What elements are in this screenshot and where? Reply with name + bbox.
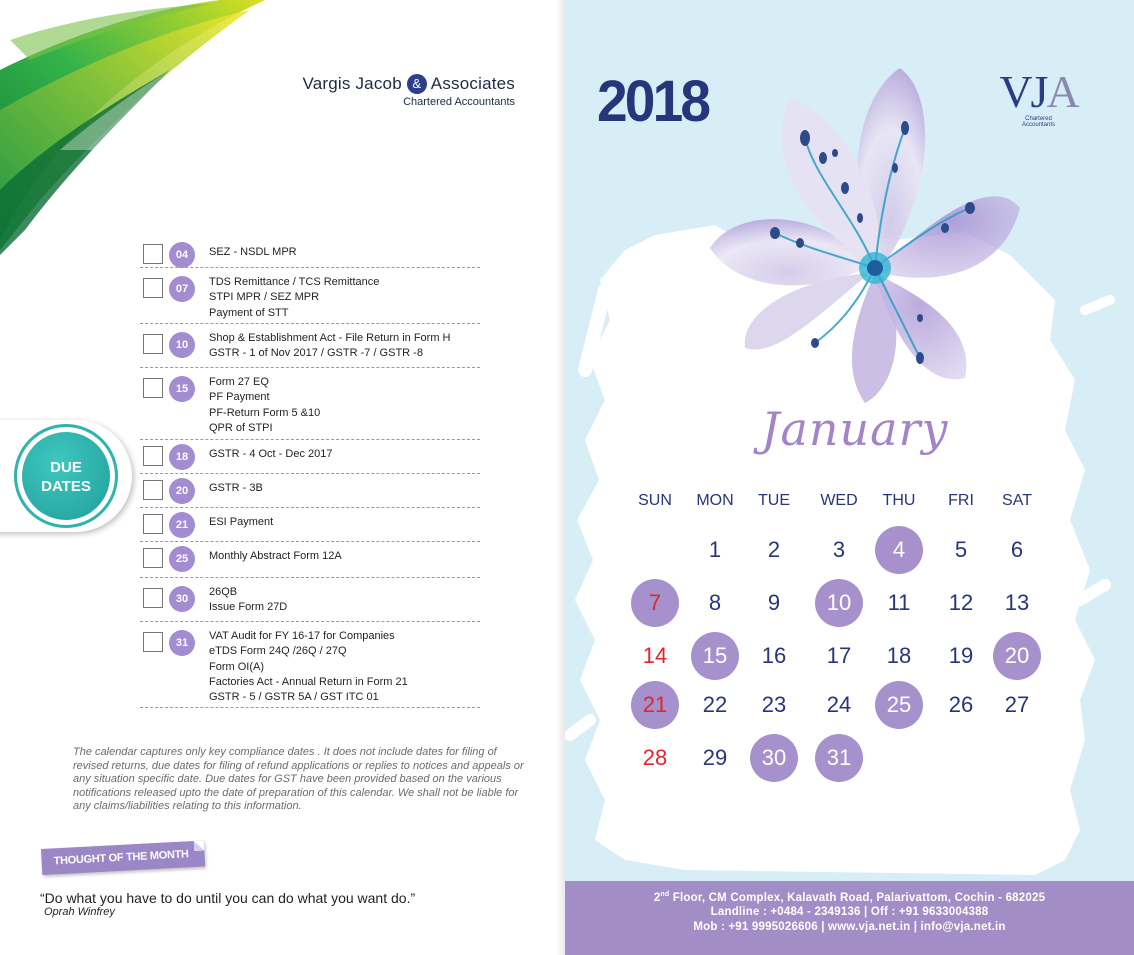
due-date-line: ESI Payment (209, 516, 274, 528)
weekday-header-sun: SUN (638, 492, 672, 509)
due-date-row (140, 368, 480, 440)
calendar-day: 27 (1004, 692, 1030, 717)
due-date-description (209, 242, 297, 260)
page-spine-shadow (555, 0, 565, 955)
weekday-header-sat: SAT (1002, 492, 1032, 509)
due-date-line: Issue Form 27D (209, 601, 288, 614)
calendar-day: 24 (826, 692, 852, 717)
footer-address-rest: Floor, CM Complex, Kalavath Road, Palarivattom, Cochin - 682025 (669, 891, 1046, 904)
calendar-day: 18 (886, 643, 912, 668)
footer-address-floor-num: 2 (653, 891, 661, 904)
left-page (0, 0, 565, 955)
due-date-checkbox[interactable] (143, 446, 163, 466)
due-date-checkbox[interactable] (143, 514, 163, 534)
footer-phones: Landline : +0484 - 2349136 | Off : +91 9633004388 (710, 906, 989, 919)
firm-name-part1: Vargis Jacob (302, 74, 402, 93)
calendar-day: 8 (708, 590, 722, 615)
calendar-day-due: 7 (631, 579, 679, 627)
green-swoosh-graphic (0, 0, 290, 260)
calendar-year: 2018 (597, 69, 709, 134)
due-date-description (209, 582, 287, 616)
calendar-day: 22 (702, 692, 728, 717)
due-date-checkbox[interactable] (143, 588, 163, 608)
vja-logo-letter-a: A (1046, 66, 1078, 117)
due-dates-badge (0, 420, 132, 532)
due-date-line: Factories Act - Annual Return in Form 21 (209, 675, 408, 688)
firm-name (302, 74, 515, 94)
due-date-line: QPR of STPI (209, 421, 273, 434)
due-date-line: TDS Remittance / TCS Remittance (209, 276, 380, 288)
vja-logo-letters: VJ (999, 66, 1047, 117)
due-date-row (140, 578, 480, 622)
calendar-day: 23 (761, 692, 787, 717)
calendar-day-due: 4 (875, 526, 923, 574)
due-date-description (209, 328, 450, 362)
due-date-row (140, 324, 480, 368)
due-date-line: Monthly Abstract Form 12A (209, 550, 342, 562)
calendar-day: 6 (1010, 537, 1024, 562)
due-date-description (209, 444, 332, 462)
due-date-row (140, 268, 480, 324)
due-date-line: SEZ - NSDL MPR (209, 246, 297, 258)
due-date-row (140, 622, 480, 708)
due-date-checkbox[interactable] (143, 378, 163, 398)
badge-line1: DUE (50, 459, 82, 476)
calendar-day: 26 (948, 692, 974, 717)
vja-logo-sub2: Accountants (1021, 122, 1056, 128)
due-date-line: eTDS Form 24Q /26Q / 27Q (209, 645, 347, 658)
firm-subtitle: Chartered Accountants (403, 96, 515, 108)
due-date-description (209, 626, 408, 705)
firm-logo (302, 74, 515, 108)
due-date-line: PF Payment (209, 391, 270, 404)
due-date-line: PF-Return Form 5 &10 (209, 406, 321, 419)
due-date-checkbox[interactable] (143, 480, 163, 500)
footer-address-floor-sup: nd (660, 891, 670, 898)
due-date-day-badge: 21 (169, 512, 195, 538)
ampersand-icon: & (407, 74, 427, 94)
watercolor-lily-illustration (695, 58, 1025, 418)
due-date-checkbox[interactable] (143, 632, 163, 652)
footer-contact: Mob : +91 9995026606 | www.vja.net.in | info@vja.net.in (693, 920, 1006, 933)
due-date-line: Shop & Establishment Act - File Return in Form H (209, 332, 451, 344)
weekday-header-mon: MON (696, 492, 734, 509)
due-date-row (140, 236, 480, 268)
due-date-checkbox[interactable] (143, 548, 163, 568)
quote-author: Oprah Winfrey (44, 906, 115, 918)
badge-line2: DATES (41, 478, 91, 495)
due-date-day-badge: 07 (169, 276, 195, 302)
due-date-checkbox[interactable] (143, 334, 163, 354)
due-date-line: GSTR - 3B (209, 482, 263, 494)
quote-text: “Do what you have to do until you can do what you want do.” (40, 890, 416, 906)
calendar-day: 9 (767, 590, 781, 615)
disclaimer-text: The calendar captures only key compliance dates . It does not include dates for filing of revised returns, due dates for filing of refund applications or replies to notices and appeals or any situation specific date. Due dates for GST have been provided based on the various notifications released upto the date of preparation of this calendar. We shall not be liable for any claims/liabilities relating to this information. (73, 746, 524, 812)
calendar-day: 3 (832, 537, 846, 562)
calendar-day: 17 (826, 643, 852, 668)
calendar-month: January (761, 402, 949, 456)
weekday-header-wed: WED (820, 492, 858, 509)
calendar-day-due: 30 (750, 734, 798, 782)
due-date-line: Payment of STT (209, 306, 289, 319)
due-date-checkbox[interactable] (143, 244, 163, 264)
calendar-day-due: 25 (875, 681, 923, 729)
due-date-row (140, 508, 480, 542)
vja-logo-sub1: Chartered (1025, 116, 1052, 122)
due-date-day-badge: 04 (169, 242, 195, 268)
calendar-day-due: 21 (631, 681, 679, 729)
firm-name-part2: Associates (430, 74, 515, 93)
due-date-description (209, 478, 263, 496)
calendar-day: 16 (761, 643, 787, 668)
due-date-day-badge: 25 (169, 546, 195, 572)
due-date-day-badge: 15 (169, 376, 195, 402)
due-date-description (209, 372, 320, 436)
calendar-day: 11 (887, 590, 911, 615)
thought-of-the-month-tag: THOUGHT OF THE MONTH (41, 840, 205, 874)
calendar-day-due: 10 (815, 579, 863, 627)
due-dates-list (140, 236, 480, 708)
due-date-line: 26QB (209, 586, 238, 598)
right-page (565, 0, 1134, 955)
calendar-day-due: 20 (993, 632, 1041, 680)
due-date-day-badge: 20 (169, 478, 195, 504)
calendar-day-due: 15 (691, 632, 739, 680)
calendar-day: 29 (702, 745, 728, 770)
due-date-checkbox[interactable] (143, 278, 163, 298)
due-date-line: Form 27 EQ (209, 376, 269, 388)
due-date-row (140, 474, 480, 508)
weekday-header-tue: TUE (758, 492, 790, 509)
weekday-header-thu: THU (882, 492, 916, 509)
calendar-day: 2 (767, 537, 781, 562)
calendar-day: 1 (708, 537, 722, 562)
calendar-day: 14 (642, 643, 668, 668)
due-date-day-badge: 31 (169, 630, 195, 656)
due-date-day-badge: 10 (169, 332, 195, 358)
calendar-day: 19 (948, 643, 974, 668)
calendar-day: 13 (1004, 590, 1030, 615)
due-date-line: GSTR - 1 of Nov 2017 / GSTR -7 / GSTR -8 (209, 347, 423, 360)
calendar-day: 5 (954, 537, 968, 562)
due-date-description (209, 272, 379, 321)
due-date-row (140, 542, 480, 578)
due-date-row (140, 440, 480, 474)
due-date-day-badge: 30 (169, 586, 195, 612)
calendar-day: 28 (642, 745, 668, 770)
footer-address (565, 888, 1134, 905)
due-date-line: STPI MPR / SEZ MPR (209, 291, 320, 304)
due-date-day-badge: 18 (169, 444, 195, 470)
due-date-line: GSTR - 4 Oct - Dec 2017 (209, 448, 333, 460)
weekday-header-fri: FRI (948, 492, 974, 509)
footer-contact-bar (565, 881, 1134, 955)
due-date-description (209, 546, 342, 564)
due-date-line: VAT Audit for FY 16-17 for Companies (209, 630, 395, 642)
calendar-day-due: 31 (815, 734, 863, 782)
badge-disc (22, 432, 110, 520)
due-date-line: GSTR - 5 / GSTR 5A / GST ITC 01 (209, 691, 379, 704)
due-date-line: Form OI(A) (209, 660, 264, 673)
vja-logo (991, 68, 1086, 128)
due-date-description (209, 512, 273, 530)
calendar-day: 12 (948, 590, 974, 615)
